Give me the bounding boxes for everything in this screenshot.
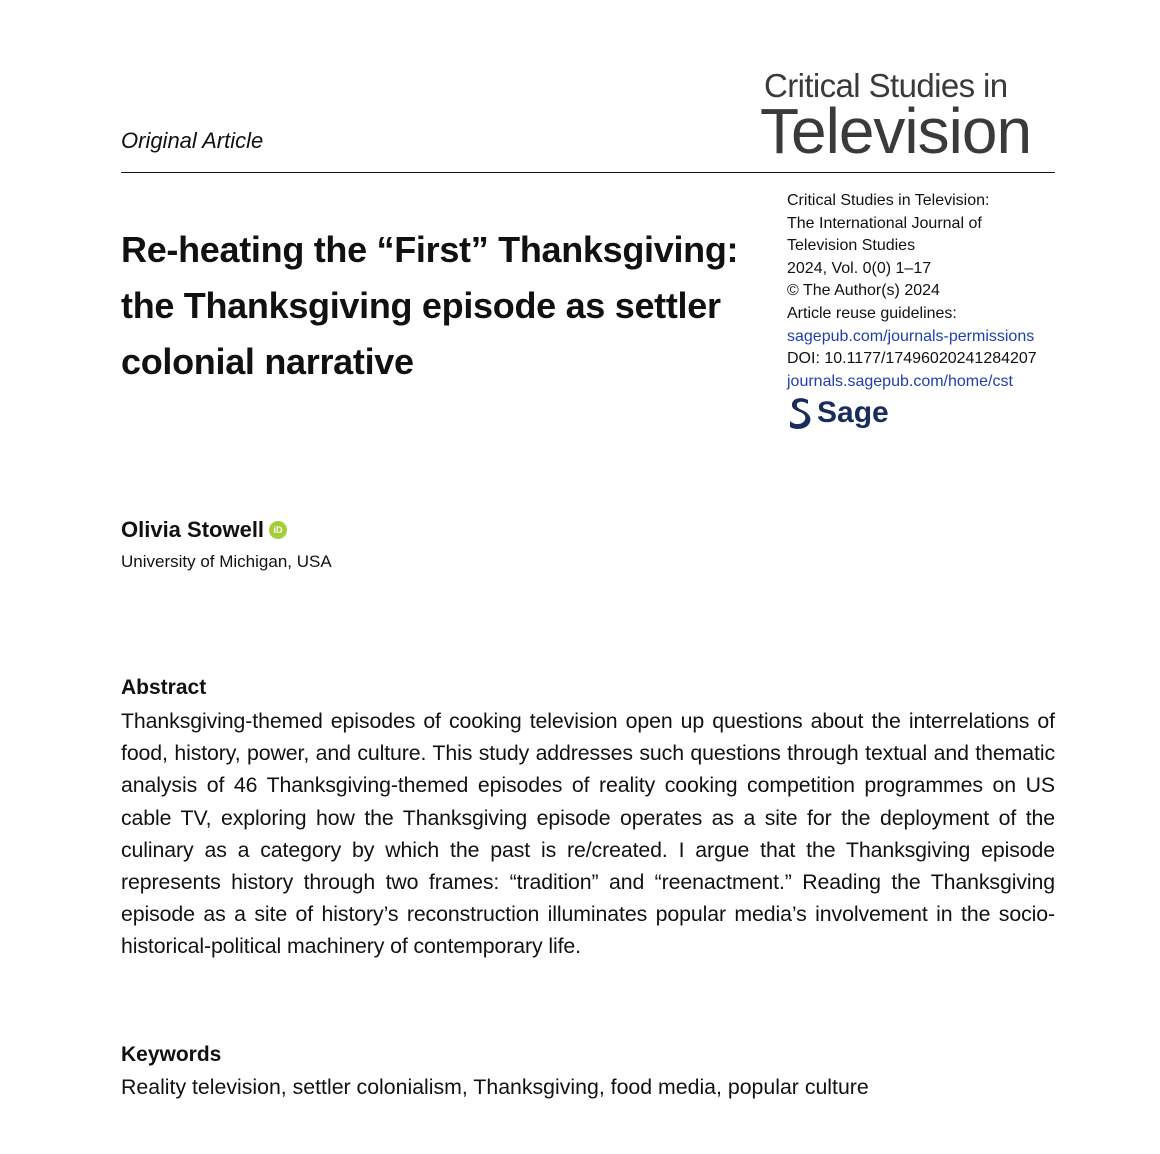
journal-name-line3: Television Studies [787, 237, 916, 255]
header-divider [121, 172, 1055, 173]
article-type: Original Article [121, 128, 264, 153]
journal-logo-line1: Critical Studies in [764, 67, 1008, 104]
journal-name-line2: The International Journal of [787, 214, 982, 232]
sage-wordmark: Sage [817, 396, 889, 430]
author-affiliation: University of Michigan, USA [121, 552, 332, 571]
sage-s-icon [787, 396, 813, 430]
orcid-icon[interactable]: iD [269, 521, 287, 539]
doi: DOI: 10.1177/17496020241284207 [787, 350, 1037, 368]
abstract-text: Thanksgiving-themed episodes of cooking television open up questions about the interrelations of food, history, power, and culture. This study addresses such questions through textual and thematic analysis of 46 Thanksgiving-themed episodes of reality cooking competition programmes on US cable TV, exploring how the Thanksgiving episode operates as a site for the deployment of the culinary as a category by which the past is re/created. I argue that the Thanksgiving episode represents history through two frames: “tradition” and “reenactment.” Reading the Thanksgiving episode as a site of history’s reconstruction illuminates popular media’s involvement in the socio-historical-political machinery of contemporary life. [121, 709, 1055, 959]
article-title: Re-heating the “First” Thanksgiving: the Thanksgiving episode as settler colonial narrative [121, 229, 739, 382]
copyright: © The Author(s) 2024 [787, 282, 940, 300]
journal-name-line1: Critical Studies in Television: [787, 192, 990, 209]
journal-logo-line2: Television [760, 95, 1032, 167]
keywords-text: Reality television, settler colonialism, Thanksgiving, food media, popular culture [121, 1075, 869, 1099]
author [121, 515, 287, 545]
journal-volume: 2024, Vol. 0(0) 1–17 [787, 259, 932, 277]
sage-logo [787, 395, 1087, 431]
author-name: Olivia Stowell [121, 517, 265, 542]
keywords-heading: Keywords [121, 1043, 222, 1066]
journal-info [787, 190, 1087, 431]
journal-home-link[interactable]: journals.sagepub.com/home/cst [787, 372, 1013, 390]
abstract-heading: Abstract [121, 676, 207, 699]
permissions-link[interactable]: sagepub.com/journals-permissions [787, 327, 1035, 345]
reuse-label: Article reuse guidelines: [787, 304, 957, 322]
